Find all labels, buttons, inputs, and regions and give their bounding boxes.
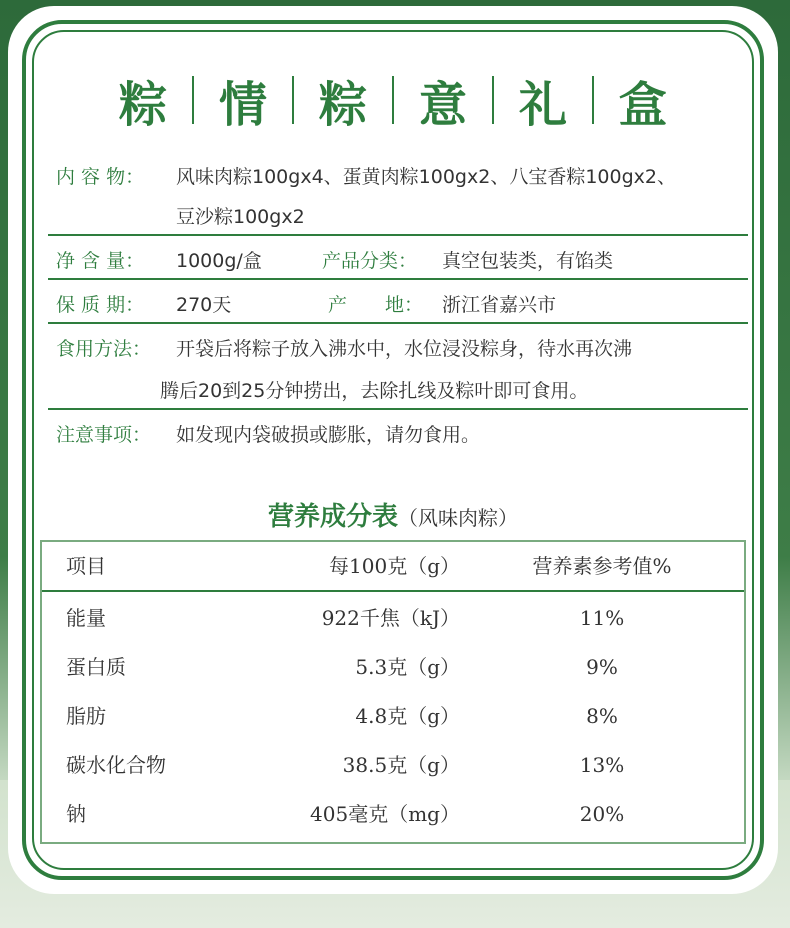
title-char: 意 [418, 76, 467, 133]
divider [48, 278, 748, 280]
title-char: 礼 [518, 76, 567, 133]
row-item: 脂肪 [66, 704, 106, 728]
title-char: 粽 [118, 76, 167, 133]
page-title [8, 68, 778, 132]
usage-value-line2: 腾后20到25分钟捞出，去除扎线及粽叶即可食用。 [160, 380, 589, 402]
origin-value: 浙江省嘉兴市 [442, 294, 557, 316]
row-nrv: 9% [586, 655, 618, 679]
title-char: 情 [218, 76, 267, 133]
net-value: 1000g/盒 [176, 250, 262, 272]
divider [48, 234, 748, 236]
title-divider [192, 76, 194, 124]
contents-label: 内 容 物： [56, 166, 145, 188]
usage-value-line1: 开袋后将粽子放入沸水中，水位浸没粽身，待水再次沸 [176, 338, 633, 360]
shelf-value: 270天 [176, 294, 232, 316]
nutrition-table [40, 540, 746, 844]
shelf-label: 保 质 期： [56, 294, 145, 316]
table-row [42, 741, 744, 789]
row-nrv: 8% [586, 704, 618, 728]
table-row [42, 643, 744, 691]
net-label: 净 含 量： [56, 250, 145, 272]
divider [48, 322, 748, 324]
row-per100: 4.8克（g） [355, 704, 460, 728]
category-value: 真空包装类，有馅类 [442, 250, 614, 272]
row-item: 能量 [66, 606, 106, 630]
row-item: 蛋白质 [66, 655, 126, 679]
row-per100: 5.3克（g） [355, 655, 460, 679]
row-per100: 405毫克（mg） [310, 802, 460, 826]
table-row [42, 692, 744, 740]
row-item: 碳水化合物 [66, 753, 166, 777]
usage-label: 食用方法： [56, 338, 152, 360]
divider [48, 408, 748, 410]
table-row [42, 790, 744, 838]
title-divider [592, 76, 594, 124]
row-item: 钠 [66, 802, 86, 826]
origin-label: 产 地： [328, 294, 424, 316]
header-nrv: 营养素参考值% [532, 554, 672, 578]
contents-value-line1: 风味肉粽100gx4、蛋黄肉粽100gx2、八宝香粽100gx2、 [176, 166, 676, 188]
title-char: 盒 [618, 76, 667, 133]
contents-value-line2: 豆沙粽100gx2 [176, 206, 305, 228]
row-per100: 922千焦（kJ） [321, 606, 460, 630]
title-char: 粽 [318, 76, 367, 133]
header-item: 项目 [66, 554, 106, 578]
nutrition-subtitle: （风味肉粽） [398, 506, 518, 530]
table-row [42, 594, 744, 642]
category-label: 产品分类： [322, 250, 418, 272]
title-divider [492, 76, 494, 124]
nutrition-title-main: 营养成分表 [267, 502, 398, 532]
row-nrv: 20% [579, 802, 625, 826]
table-header [42, 542, 744, 592]
title-divider [392, 76, 394, 124]
row-nrv: 11% [579, 606, 625, 630]
nutrition-title [8, 496, 778, 533]
header-per100: 每100克（g） [329, 554, 460, 578]
row-per100: 38.5克（g） [342, 753, 460, 777]
notes-label: 注意事项： [56, 424, 152, 446]
row-nrv: 13% [579, 753, 625, 777]
notes-value: 如发现内袋破损或膨胀，请勿食用。 [176, 424, 481, 446]
title-divider [292, 76, 294, 124]
label-card [8, 6, 778, 894]
